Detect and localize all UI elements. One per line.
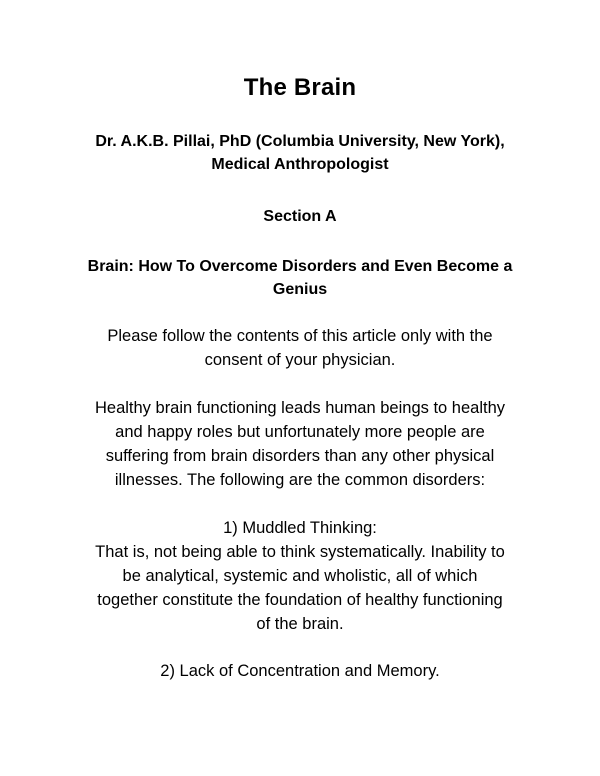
disorder-1-heading: 1) Muddled Thinking:: [223, 519, 377, 537]
disorder-1-line: together constitute the foundation of healthy functioning: [97, 591, 503, 609]
disorder-1-line: be analytical, systemic and wholistic, all of which: [122, 567, 478, 585]
intro-line: Healthy brain functioning leads human beings to healthy: [94, 399, 506, 417]
subtitle-line-2: Genius: [272, 281, 328, 298]
author-line-2: Medical Anthropologist: [211, 156, 389, 173]
intro-line: and happy roles but unfortunately more people are: [115, 423, 485, 441]
intro-line: illnesses. The following are the common disorders:: [114, 471, 486, 489]
author-line-1: Dr. A.K.B. Pillai, PhD (Columbia University, New York),: [95, 133, 505, 150]
disclaimer-line: consent of your physician.: [204, 351, 396, 369]
disorder-1-line: of the brain.: [256, 615, 344, 633]
section-heading: Section A: [263, 208, 337, 225]
document-title: The Brain: [243, 74, 357, 101]
subtitle-line-1: Brain: How To Overcome Disorders and Even Become a: [87, 258, 513, 275]
disorder-2-heading: 2) Lack of Concentration and Memory.: [160, 662, 440, 680]
intro-line: suffering from brain disorders than any other physical: [105, 447, 495, 465]
disclaimer-line: Please follow the contents of this article only with the: [107, 327, 493, 345]
disorder-1-line: That is, not being able to think systematically. Inability to: [95, 543, 505, 561]
